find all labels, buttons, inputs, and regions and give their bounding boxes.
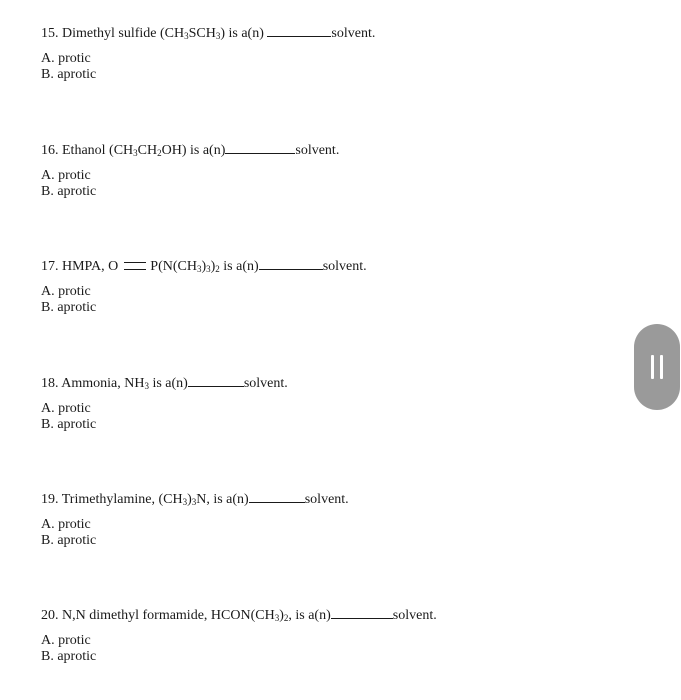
option-a[interactable]: A. protic (41, 51, 91, 66)
question-number: 16. (41, 143, 59, 158)
question-16-text: 16. Ethanol $(CH_3CH_2OH)$ is a(n) solvent. (41, 143, 340, 158)
option-b[interactable]: B. aprotic (41, 184, 97, 199)
options-list (41, 168, 601, 200)
question-15 (41, 24, 601, 83)
options-list (41, 284, 601, 316)
drag-handle-button[interactable] (634, 324, 680, 410)
option-b[interactable]: B. aprotic (41, 67, 97, 82)
question-18 (41, 374, 601, 433)
question-19 (41, 490, 601, 549)
double-bond-symbol (124, 262, 146, 270)
option-b[interactable]: B. aprotic (41, 300, 97, 315)
option-a[interactable]: A. protic (41, 284, 91, 299)
answer-blank[interactable] (225, 141, 295, 154)
question-number: 19. (41, 492, 59, 507)
question-15-text: 15. Dimethyl sulfide $(CH_3SCH_3)$ is a(n) solvent. (41, 26, 376, 41)
option-b[interactable]: B. aprotic (41, 533, 97, 548)
answer-blank[interactable] (259, 257, 323, 270)
question-20 (41, 606, 601, 665)
option-a[interactable]: A. protic (41, 168, 91, 183)
question-19-text: 19. Trimethylamine, $(CH_3)_3N$, is a(n) solvent. (41, 492, 349, 507)
answer-blank[interactable] (267, 24, 331, 37)
options-list (41, 51, 601, 83)
option-b[interactable]: B. aprotic (41, 417, 97, 432)
option-a[interactable]: A. protic (41, 633, 91, 648)
question-number: 17. (41, 259, 59, 274)
question-20-text: 20. N,N dimethyl formamide, $HCON(CH_3)_2$, is a(n) solvent. (41, 608, 437, 623)
option-a[interactable]: A. protic (41, 401, 91, 416)
question-17-text: 17. HMPA, O $P(N(CH_3)_3)_2$ is a(n) solvent. (41, 259, 367, 274)
question-17 (41, 257, 601, 316)
options-list (41, 633, 601, 665)
question-18-text: 18. Ammonia, $NH_3$ is a(n) solvent. (41, 376, 288, 391)
question-16 (41, 141, 601, 200)
answer-blank[interactable] (188, 374, 244, 387)
question-number: 15. (41, 26, 59, 41)
options-list (41, 401, 601, 433)
double-vertical-bar-icon (651, 355, 654, 379)
option-b[interactable]: B. aprotic (41, 649, 97, 664)
options-list (41, 517, 601, 549)
question-number: 18. (41, 376, 59, 391)
answer-blank[interactable] (249, 490, 305, 503)
question-number: 20. (41, 608, 59, 623)
answer-blank[interactable] (331, 606, 393, 619)
option-a[interactable]: A. protic (41, 517, 91, 532)
